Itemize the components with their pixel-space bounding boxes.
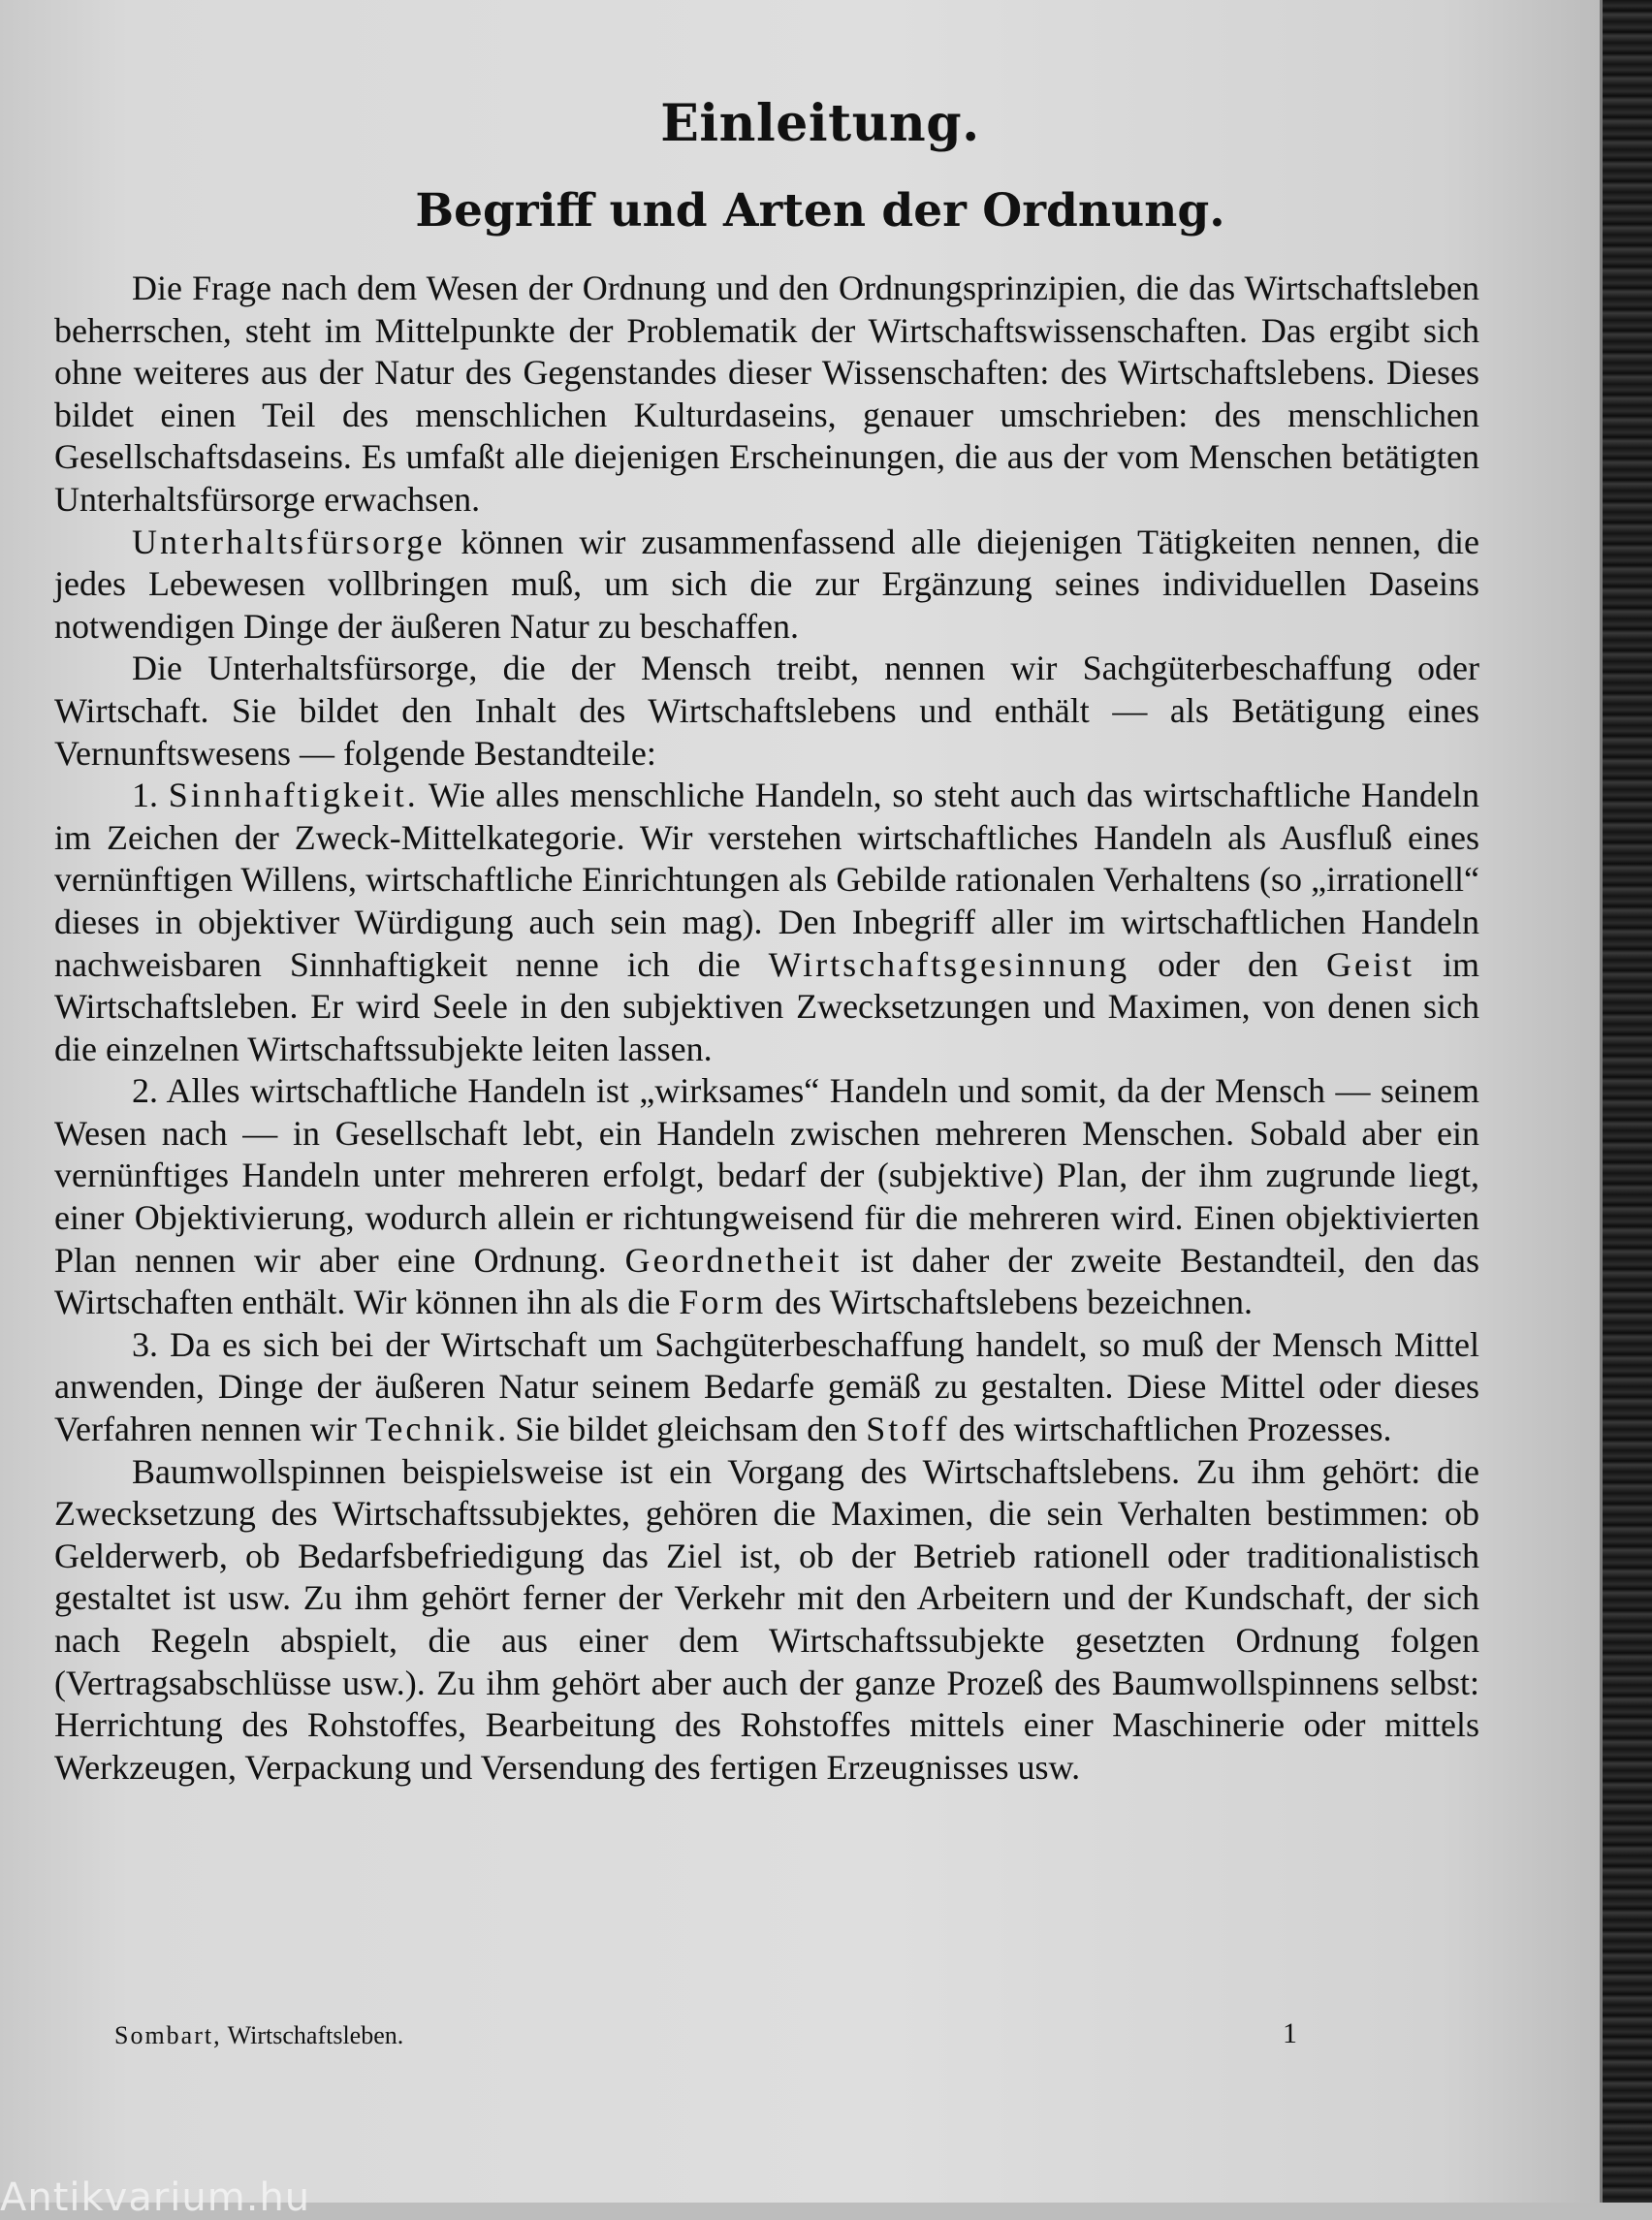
paragraph-6-text-c: des wirtschaftlichen Prozesses. xyxy=(949,1410,1392,1449)
footer-author: Sombart, xyxy=(114,2021,222,2049)
term-stoff: Stoff xyxy=(866,1410,950,1449)
page-content xyxy=(54,85,1479,1789)
paragraph-6-text-b: . Sie bildet gleichsam den xyxy=(497,1410,867,1449)
paragraph-1: Die Frage nach dem Wesen der Ordnung und den Ordnungsprinzipien, die das Wirtschaftsleben beherrschen, steht im Mittelpunkte der Problematik der Wirtschaftswissenschaften. Das ergibt sich ohne weiteres aus der Natur des Gegenstandes dieser Wissenschaften: des Wirtschaftslebens. Dieses bildet einen Teil des menschlichen Kulturdaseins, genauer umschrieben: des menschlichen Gesellschaftsdaseins. Es umfaßt alle diejenigen Erscheinungen, die aus der vom Menschen betätigten Unterhaltsfürsorge erwachsen. xyxy=(54,269,1479,519)
paragraph-7: Baumwollspinnen beispielsweise ist ein Vorgang des Wirtschaftslebens. Zu ihm gehört: die Zwecksetzung des Wirtschaftssubjektes, gehören die Maximen, die sein Verhalten bestimmen: ob Gelderwerb, ob Bedarfsbefriedigung das Ziel ist, ob der Betrieb rationell oder traditionalistisch gestaltet ist usw. Zu ihm gehört ferner der Verkehr mit den Arbeitern und der Kundschaft, der sich nach Regeln abspielt, die aus einer dem Wirtschaftssubjekte gesetzten Ordnung folgen (Vertragsabschlüsse usw.). Zu ihm gehört aber auch der ganze Prozeß des Baumwollspinnens selbst: Herrichtung des Rohstoffes, Bearbeitung des Rohstoffes mittels einer Maschinerie oder mittels Werkzeugen, Verpackung und Versendung des fertigen Erzeugnisses usw. xyxy=(54,1451,1479,1787)
page-footer xyxy=(114,2018,1297,2053)
term-geist: Geist xyxy=(1326,944,1414,984)
paragraph-6-text-a: 3. Da es sich bei der Wirtschaft um Sachgüterbeschaffung handelt, so muß der Mensch Mittel anwenden, Dinge der äußeren Natur seinem Bedarfe gemäß zu gestalten. Diese Mittel oder dieses Verfahren nennen wir xyxy=(54,1324,1479,1449)
term-sinnhaftigkeit: Sinnhaftigkeit. xyxy=(168,776,419,815)
section-title: Begriff und Arten der Ordnung. xyxy=(415,184,1225,238)
paragraph-5-text-c: des Wirtschaftslebens bezeichnen. xyxy=(766,1283,1253,1322)
paragraph-4-text-a: Wie alles menschliche Handeln, so steht auch das wirtschaftliche Handeln im Zeichen der Zweck-Mittelkategorie. Wir verstehen wirtschaftliches Handeln als Ausfluß eines vernünftigen Willens, wirtschaftliche Einrichtungen als Gebilde rationalen Verhaltens (so „irrationell“ dieses in objektiver Würdigung auch sein mag). Den Inbegriff aller im wirtschaftlichen Handeln nachweisbaren Sinnhaftigkeit nenne ich die xyxy=(54,776,1480,984)
term-wirtschaftsgesinnung: Wirtschaftsgesinnung xyxy=(768,944,1130,984)
paragraph-5 xyxy=(54,1070,1479,1324)
term-unterhaltsfuersorge: Unterhaltsfürsorge xyxy=(132,522,446,561)
paragraph-4 xyxy=(54,775,1479,1070)
term-form: Form xyxy=(679,1283,767,1322)
paragraph-5-text-a: 2. Alles wirtschaftliche Handeln ist „wirksames“ Handeln und somit, da der Mensch — seinem Wesen nach — in Gesellschaft lebt, ein Handeln zwischen mehreren Menschen. Sobald aber ein vernünftiges Handeln unter mehreren erfolgt, bedarf der (subjektive) Plan, der ihm zugrunde liegt, einer Objektivierung, wodurch allein er richtungweisend für die mehreren wird. Einen objektivierten Plan nennen wir aber eine Ordnung. xyxy=(54,1071,1479,1280)
body-text xyxy=(54,268,1479,1789)
footer-work: Wirtschaftsleben. xyxy=(221,2021,404,2049)
watermark-text: Antikvarium.hu xyxy=(0,2175,311,2220)
term-geordnetheit: Geordnetheit xyxy=(624,1240,842,1280)
paragraph-4-text-c: im Wirtschaftsleben. Er wird Seele in den subjektiven Zwecksetzungen und Maximen, von denen sich die einzelnen Wirtschaftssubjekte leiten lassen. xyxy=(54,944,1479,1068)
paragraph-3: Die Unterhaltsfürsorge, die der Mensch treibt, nennen wir Sachgüterbeschaffung oder Wirtschaft. Sie bildet den Inhalt des Wirtschaftslebens und enthält — als Betätigung eines Vernunftswesens — folgende Bestandteile: xyxy=(54,649,1479,773)
paragraph-4-number: 1. xyxy=(132,776,169,815)
page-number: 1 xyxy=(1283,2017,1297,2049)
paragraph-5-text-b: ist daher der zweite Bestandteil, den das Wirtschaften enthält. Wir können ihn als die xyxy=(54,1240,1479,1322)
term-technik: Technik xyxy=(365,1410,498,1449)
paragraph-2 xyxy=(54,522,1479,649)
paragraph-4-text-b: oder den xyxy=(1129,944,1326,984)
paragraph-2-text: können wir zusammenfassend alle diejenigen Tätigkeiten nennen, die jedes Lebewesen vollbringen muß, um sich die zur Ergänzung seines individuellen Daseins notwendigen Dinge der äußeren Natur zu beschaffen. xyxy=(54,522,1479,646)
chapter-title: Einleitung. xyxy=(660,94,980,153)
book-spine xyxy=(1600,0,1652,2203)
paragraph-6 xyxy=(54,1324,1479,1451)
